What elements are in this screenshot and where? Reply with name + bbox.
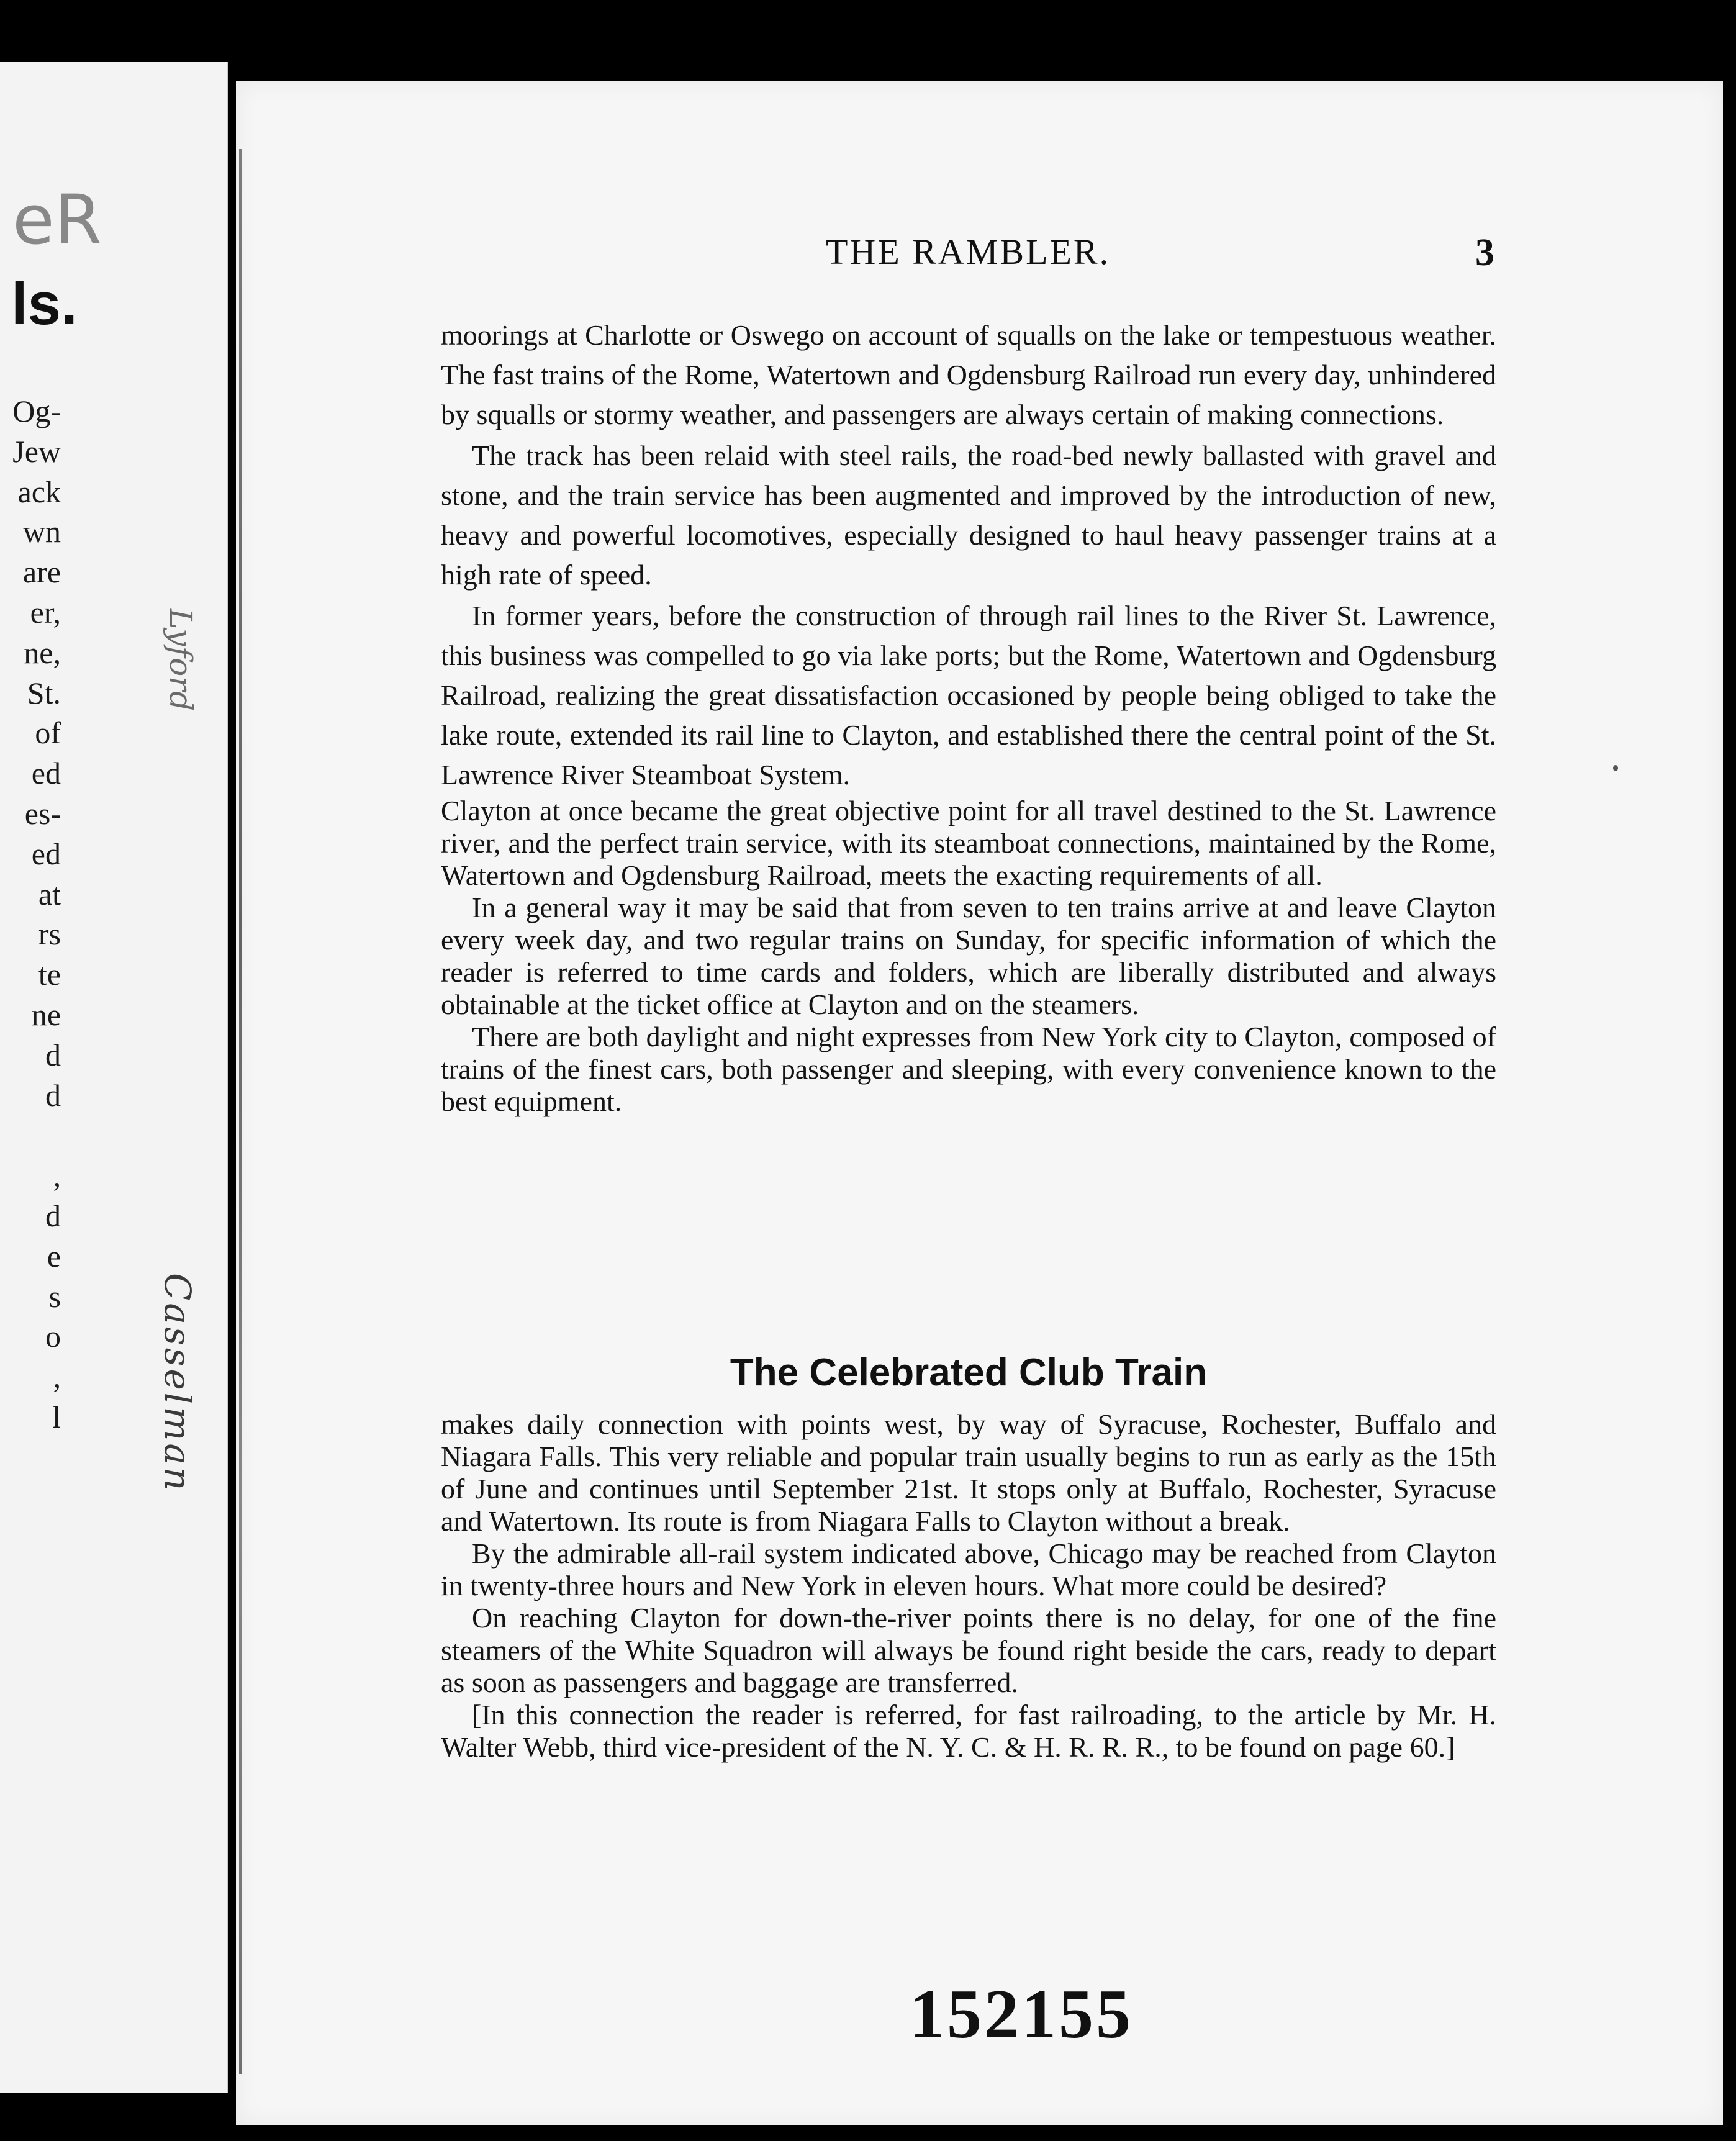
previous-page-line-fragment: o (45, 1319, 61, 1354)
previous-page-line-fragment: er, (30, 594, 61, 630)
paragraph: moorings at Charlotte or Oswego on account of squalls on the lake or tempestuous weather. The fast trains of the Rome, Watertown and Ogdensburg Railroad run every day, unhindered by squalls or stormy weather, and passengers are always certain of making connections. (441, 319, 1496, 430)
binding-margin-line (239, 149, 242, 2074)
previous-page-line-fragment (0, 1115, 61, 1156)
previous-page-line-fragment: wn (22, 514, 61, 550)
previous-page-line-fragment: ed (31, 836, 61, 871)
paragraph: There are both daylight and night expresses from New York city to Clayton, composed of trains of the finest cars, both passenger and sleeping, with every convenience known to the best equipment. (441, 1021, 1496, 1117)
previous-page-line-fragment: , (53, 1158, 61, 1193)
paragraph: In former years, before the construction of through rail lines to the River St. Lawrence, this business was compelled to go via lake ports; but the Rome, Watertown and Ogdensburg Railroad, realizing the great dissatisfaction occasioned by people being obliged to take the lake route, extended its rail line to Clayton, and established there the central point of the St. Lawrence River Steamboat System. (441, 600, 1496, 790)
previous-page-line-fragment: d (45, 1198, 61, 1233)
previous-page-line-fragment: l (52, 1399, 61, 1434)
previous-page-line-fragment: , (53, 1359, 61, 1395)
page-number: 3 (1475, 232, 1494, 274)
body-text-part-1 (441, 315, 1496, 1118)
paragraph: By the admirable all-rail system indicated above, Chicago may be reached from Clayton in twenty-three hours and New York in eleven hours. What more could be desired? (441, 1537, 1496, 1601)
previous-page-line-fragment: ed (31, 756, 61, 791)
previous-page-line-fragment: ne (31, 997, 61, 1032)
paragraph: makes daily connection with points west, by way of Syracuse, Rochester, Buffalo and Niagara Falls. This very reliable and popular train usually begins to run as early as the 15th of June and continues until September 21st. It stops only at Buffalo, Rochester, Syracuse and Watertown. Its route is from Niagara Falls to Clayton without a break. (441, 1408, 1496, 1537)
previous-page-line-fragment: d (45, 1077, 61, 1113)
previous-page-line-fragment: te (38, 957, 61, 992)
previous-page-heading-fragment: ls. (11, 271, 78, 337)
previous-page-line-fragment: ne, (24, 635, 61, 670)
previous-page-text-fragments (0, 391, 61, 1518)
previous-page-line-fragment (0, 1478, 61, 1518)
previous-page-line-fragment: St. (27, 675, 61, 710)
scan-speck (1613, 765, 1618, 771)
margin-handwriting: Casselman (156, 1273, 199, 1493)
previous-page-line-fragment: Jew (12, 433, 61, 469)
previous-page-line-fragment: s (48, 1279, 61, 1314)
previous-page-line-fragment: Og- (12, 394, 61, 428)
previous-page-line-fragment: at (38, 876, 61, 912)
paragraph: On reaching Clayton for down-the-river points there is no delay, for one of the fine steamers of the White Squadron will always be found right beside the cars, ready to depart as soon as passengers and baggage are transferred. (441, 1602, 1496, 1698)
margin-handwriting-secondary: Lyford (163, 609, 199, 712)
previous-page-line-fragment: of (35, 715, 61, 751)
paragraph: [In this connection the reader is referred, for fast railroading, to the article by Mr. H. Walter Webb, third vice-president of the N. Y. C. & H. R. R. R., to be found on page 60.] (441, 1699, 1496, 1763)
previous-page-line-fragment: es- (24, 795, 61, 831)
previous-page-line-fragment: are (22, 554, 61, 590)
paragraph: The track has been relaid with steel rails, the road-bed newly ballasted with gravel and stone, and the train service has been augmented and improved by the introduction of new, heavy and powerful locomotives, especially designed to haul heavy passenger trains at a high rate of speed. (441, 440, 1496, 591)
scan-border (0, 0, 37, 62)
paragraph: Clayton at once became the great objective point for all travel destined to the St. Lawrence river, and the perfect train service, with its steamboat connections, maintained by the Rome, Watertown and Ogdensburg Railroad, meets the exacting requirements of all. (441, 795, 1496, 891)
previous-page-line-fragment: e (47, 1238, 61, 1274)
paragraph: In a general way it may be said that from seven to ten trains arrive at and leave Clayton every week day, and two regular trains on Sunday, for specific information of which the reader is referred to time cards and folders, which are liberally distributed and always obtainable at the ticket office at Clayton and on the steamers. (441, 892, 1496, 1020)
previous-page-line-fragment: ack (17, 474, 61, 509)
running-header: THE RAMBLER. (826, 232, 1111, 272)
previous-page-heading-fragment-top: eR (12, 180, 102, 260)
previous-page-line-fragment: rs (38, 917, 61, 952)
section-heading: The Celebrated Club Train (730, 1351, 1208, 1394)
previous-page-line-fragment (0, 1437, 61, 1478)
accession-stamp-number: 152155 (910, 1976, 1133, 2053)
body-text-part-2 (441, 1408, 1496, 1763)
previous-page-edge (0, 62, 228, 2093)
previous-page-line-fragment: d (45, 1037, 61, 1072)
